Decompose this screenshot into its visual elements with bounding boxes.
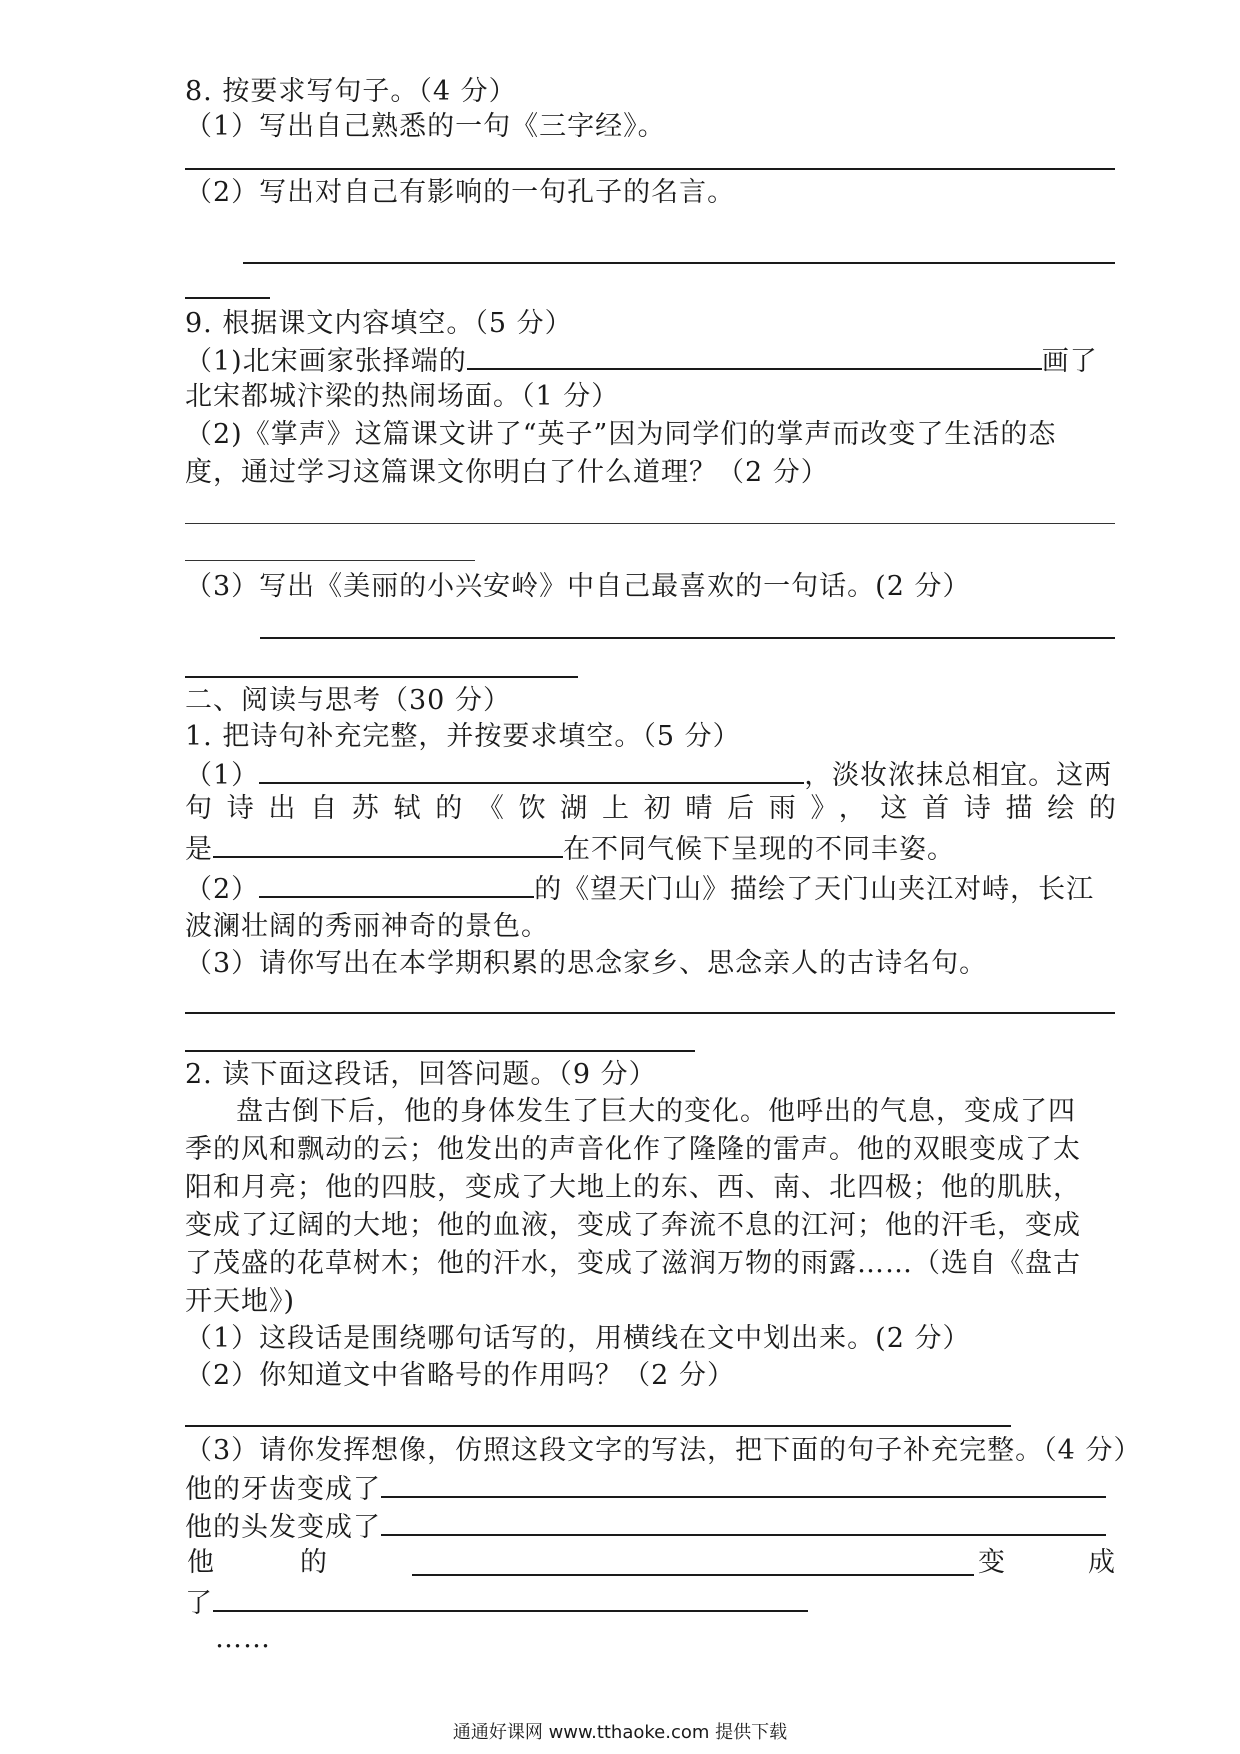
sentence-3-cheng: 成 bbox=[1088, 1547, 1115, 1578]
q8-title: 8. 按要求写句子。（4 分） bbox=[185, 76, 517, 107]
q9-part1-suffix: 画了 bbox=[1041, 346, 1098, 377]
s2q2-part1: （1）这段话是围绕哪句话写的，用横线在文中划出来。(2 分） bbox=[185, 1323, 971, 1354]
s2q1-part2-blank[interactable] bbox=[259, 870, 534, 898]
s2q1-part2-suffix: 的《望天门山》描绘了天门山夹江对峙，长江 bbox=[534, 874, 1095, 905]
s2q2-part3: （3）请你发挥想像，仿照这段文字的写法，把下面的句子补充完整。（4 分） bbox=[185, 1435, 1142, 1466]
sentence-3-de: 的 bbox=[300, 1547, 327, 1578]
s2q1-answer-line-2[interactable] bbox=[185, 1050, 695, 1052]
q9-answer-line-3[interactable] bbox=[260, 637, 1115, 639]
s2q2-sentence-3-line2 bbox=[185, 1584, 808, 1621]
s2q1-part3: （3）请你写出在本学期积累的思念家乡、思念亲人的古诗名句。 bbox=[185, 948, 988, 979]
s2q1-part1-prefix: （1） bbox=[185, 760, 260, 791]
q9-answer-line-1[interactable] bbox=[185, 523, 1115, 524]
sentence-1-prefix: 他的牙齿变成了 bbox=[185, 1474, 381, 1505]
s2q2-sentence-2 bbox=[185, 1508, 1106, 1545]
ellipsis: …… bbox=[215, 1623, 271, 1654]
q9-part3: （3）写出《美丽的小兴安岭》中自己最喜欢的一句话。(2 分） bbox=[185, 571, 971, 602]
sentence-2-prefix: 他的头发变成了 bbox=[185, 1512, 381, 1543]
passage-line-6: 开天地》) bbox=[185, 1286, 296, 1317]
q9-part1-line1 bbox=[185, 342, 1098, 379]
q9-part2-line1: （2)《掌声》这篇课文讲了“英子”因为同学们的掌声而改变了生活的态 bbox=[185, 419, 1057, 450]
s2q1-part1-line3 bbox=[185, 830, 955, 867]
sentence-1-blank[interactable] bbox=[381, 1470, 1106, 1498]
q8-answer-line-3[interactable] bbox=[185, 297, 270, 299]
passage-line-5: 了茂盛的花草树木；他的汗水，变成了滋润万物的雨露……（选自《盘古 bbox=[185, 1248, 1081, 1279]
s2q2-title: 2. 读下面这段话，回答问题。（9 分） bbox=[185, 1059, 657, 1090]
q9-part1-blank[interactable] bbox=[467, 342, 1042, 370]
passage-line-1: 盘古倒下后，他的身体发生了巨大的变化。他呼出的气息，变成了四 bbox=[236, 1096, 1076, 1127]
section2-title: 二、阅读与思考（30 分） bbox=[185, 685, 511, 716]
sentence-3-he: 他 bbox=[187, 1547, 214, 1578]
s2q1-part1-is: 是 bbox=[185, 834, 213, 865]
sentence-3-le: 了 bbox=[185, 1588, 213, 1619]
s2q1-part1-blank[interactable] bbox=[259, 756, 804, 784]
s2q1-answer-line-1[interactable] bbox=[185, 1012, 1115, 1014]
sentence-3-bian: 变 bbox=[978, 1547, 1005, 1578]
passage-line-2: 季的风和飘动的云；他发出的声音化作了隆隆的雷声。他的双眼变成了太 bbox=[185, 1134, 1081, 1165]
s2q2-answer-line-1[interactable] bbox=[185, 1425, 1011, 1427]
s2q1-part2-line1 bbox=[185, 870, 1094, 907]
s2q2-sentence-1 bbox=[185, 1470, 1106, 1507]
s2q2-part2: （2）你知道文中省略号的作用吗？（2 分） bbox=[185, 1360, 735, 1391]
s2q1-part2-prefix: （2） bbox=[185, 874, 260, 905]
q9-answer-line-4[interactable] bbox=[185, 676, 578, 678]
q9-part1-prefix: （1)北宋画家张择端的 bbox=[185, 346, 467, 377]
passage-line-3: 阳和月亮；他的四肢，变成了大地上的东、西、南、北四极；他的肌肤， bbox=[185, 1172, 1081, 1203]
q8-answer-line-2[interactable] bbox=[243, 262, 1115, 264]
s2q1-part1-blank2[interactable] bbox=[213, 830, 563, 858]
passage-line-4: 变成了辽阔的大地；他的血液，变成了奔流不息的江河；他的汗毛，变成 bbox=[185, 1210, 1081, 1241]
s2q1-part1-line1 bbox=[185, 756, 1112, 793]
s2q1-part1-suffix: ，淡妆浓抹总相宜。这两 bbox=[804, 760, 1113, 791]
s2q1-title: 1. 把诗句补充完整，并按要求填空。（5 分） bbox=[185, 721, 741, 752]
s2q1-part2-line2: 波澜壮阔的秀丽神奇的景色。 bbox=[185, 911, 549, 942]
q9-part2-line2: 度，通过学习这篇课文你明白了什么道理？（2 分） bbox=[185, 457, 829, 488]
sentence-2-blank[interactable] bbox=[381, 1508, 1106, 1536]
s2q1-part1-line2: 句诗出自苏轼的《饮湖上初晴后雨》，这首诗描绘的 bbox=[185, 793, 1131, 824]
sentence-3-blank-1[interactable] bbox=[412, 1574, 974, 1576]
footer-credit: 通通好课网 www.tthaoke.com 提供下载 bbox=[452, 1722, 788, 1743]
q9-answer-line-2[interactable] bbox=[185, 560, 475, 561]
q9-part1-line2: 北宋都城汴梁的热闹场面。（1 分） bbox=[185, 381, 620, 412]
q8-answer-line-1[interactable] bbox=[185, 168, 1115, 170]
s2q1-part1-end: 在不同气候下呈现的不同丰姿。 bbox=[563, 834, 955, 865]
q8-part2: （2）写出对自己有影响的一句孔子的名言。 bbox=[185, 177, 736, 208]
q9-title: 9. 根据课文内容填空。（5 分） bbox=[185, 308, 573, 339]
q8-part1: （1）写出自己熟悉的一句《三字经》。 bbox=[185, 111, 666, 142]
sentence-3-blank-2[interactable] bbox=[213, 1584, 808, 1612]
